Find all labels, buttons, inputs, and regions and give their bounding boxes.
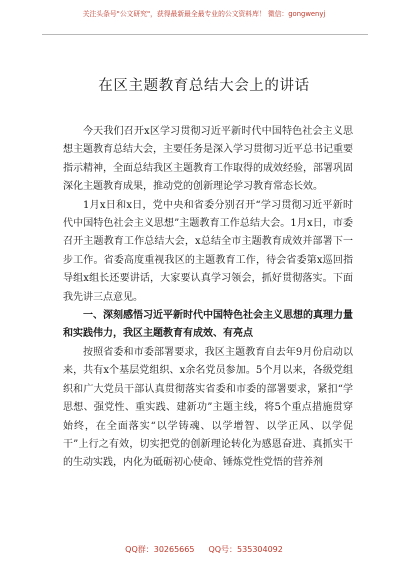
footer-qq-number: QQ号：535304092 — [208, 545, 283, 554]
footer-contact — [0, 544, 408, 555]
paragraph-background: 1月x日和x日，党中央和省委分别召开“学习贯彻习近平新时代中国特色社会主义思想”主题教育工作总结大会。1月x日，市委召开主题教育工作总结大会，x总结全市主题教育成效并部署下一步工作。省委高度重视我区的主题教育工作，待会省委第x巡回指导组x组长还要讲话，大家要认真学习领会，抓好贯彻落实。下面我先讲三点意见。 — [63, 199, 353, 303]
document-body — [63, 123, 353, 473]
paragraph-intro: 今天我们召开x区学习贯彻习近平新时代中国特色社会主义思想主题教育总结大会，主要任务是深入学习贯彻习近平总书记重要指示精神，全面总结我区主题教育工作取得的成效经验，部署巩固深化主题教育成果，推动党的创新理论学习教育常态长效。 — [63, 126, 353, 193]
paragraph-section-1: 按照省委和市委部署要求，我区主题教育自去年9月份启动以来，共有x个基层党组织、x余名党员参加。5个月以来，各级党组织和广大党员干部认真贯彻落实省委和市委的部署要求，紧扣“学思想、强党性、重实践、建新功”主题主线，将5个重点措施贯穿始终，在全面落实“以学铸魂、以学增智、以学正风、以学促干”上行之有效，切实把党的创新理论转化为感恩奋进、真抓实干的生动实践，内化为砥砺初心使命、锤炼党性党悟的营养剂 — [63, 346, 353, 469]
footer-qq-group: QQ群：30265665 — [125, 545, 195, 554]
header-divider — [42, 34, 368, 35]
document-title: 在区主题教育总结大会上的讲话 — [98, 78, 310, 94]
header-promo-note: 关注头条号"公文研究"，获得最新最全最专业的公文资料库！ 微信：gongwenyj — [82, 10, 326, 18]
section-heading-1: 一、深刻感悟习近平新时代中国特色社会主义思想的真理力量和实践伟力，我区主题教育有成效、有亮点 — [63, 310, 353, 340]
